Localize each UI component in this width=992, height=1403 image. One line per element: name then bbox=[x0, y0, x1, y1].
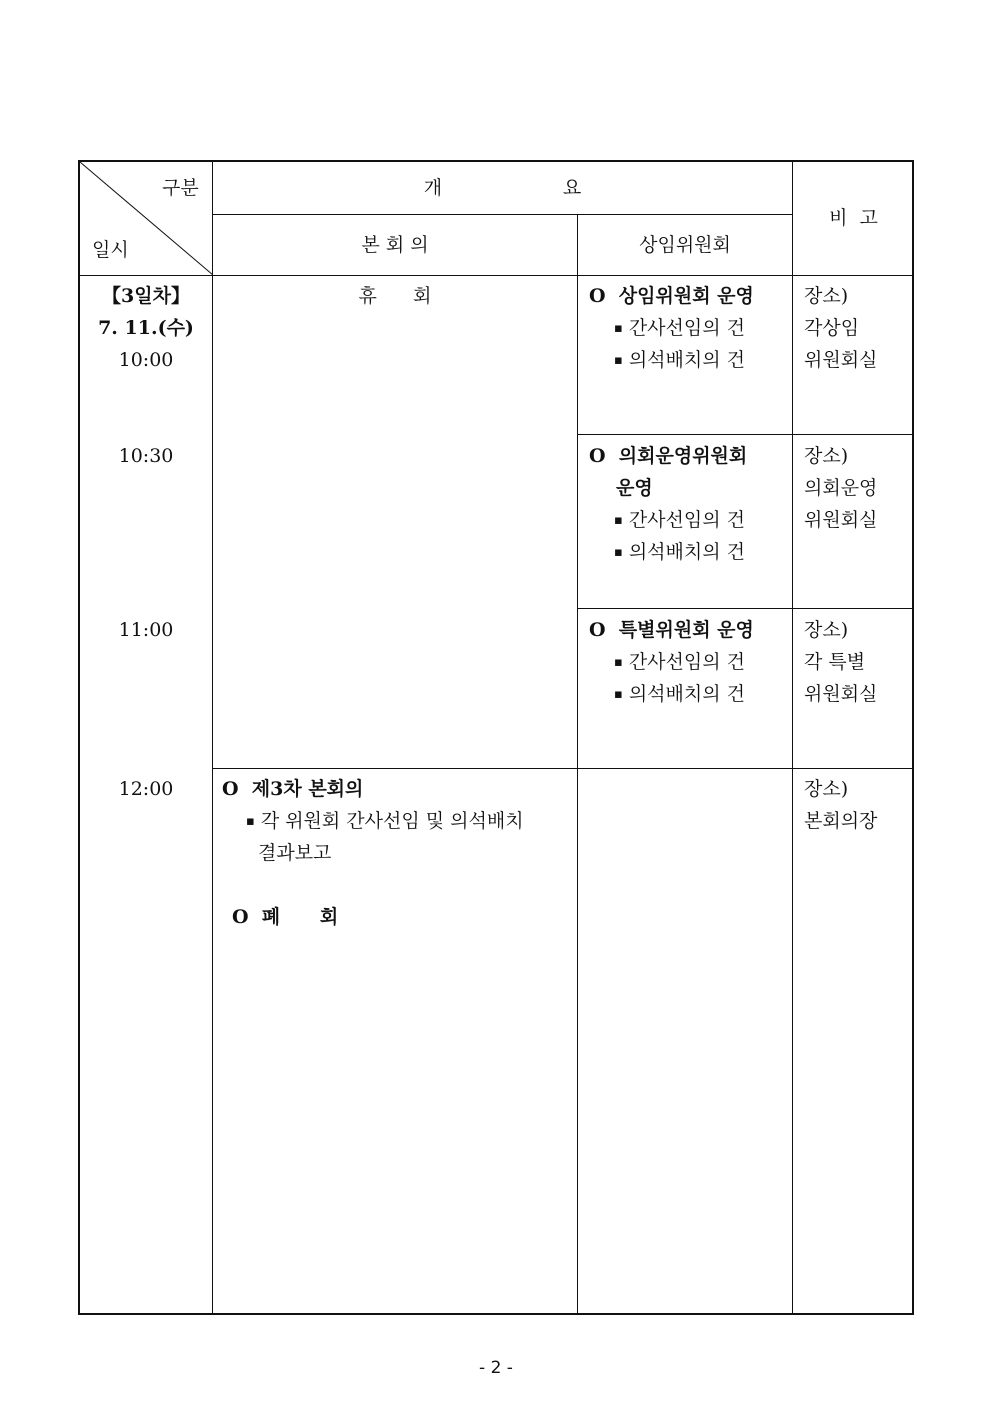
plenary-recess: 휴 회 bbox=[358, 285, 432, 307]
plenary-session-item-cont: 결과보고 bbox=[258, 842, 332, 864]
time-1000: 10:00 bbox=[118, 349, 174, 371]
plenary-session-item bbox=[246, 805, 524, 840]
standing-3-item-2-text: 의석배치의 건 bbox=[628, 683, 745, 705]
standing-3-title: O 특별위원회 운영 bbox=[589, 619, 754, 641]
header-standing: 상임위원회 bbox=[639, 234, 731, 256]
standing-2-title: O 의회운영위원회 bbox=[589, 445, 748, 467]
remark-2-line2: 의회운영 bbox=[804, 477, 878, 499]
standing-3-item-1-text: 간사선임의 건 bbox=[628, 651, 745, 673]
col-divider-plenary bbox=[577, 215, 578, 1315]
schedule-table bbox=[78, 160, 914, 1315]
remark-3-line3: 위원회실 bbox=[804, 683, 878, 705]
plenary-session-title: O 제3차 본회의 bbox=[222, 778, 364, 800]
day-label: 【3일차】 bbox=[102, 285, 190, 307]
header-category: 구분 bbox=[162, 177, 199, 199]
header-datetime: 일시 bbox=[92, 239, 129, 261]
col-divider-standing bbox=[792, 162, 793, 1315]
standing-2-item-1 bbox=[614, 504, 745, 539]
row-divider-standing-2 bbox=[578, 608, 914, 609]
time-1200: 12:00 bbox=[118, 778, 174, 800]
plenary-session-item-text: 각 위원회 간사선임 및 의석배치 bbox=[260, 810, 524, 832]
header-remarks: 비 고 bbox=[829, 207, 878, 229]
header-overview: 개 요 bbox=[423, 177, 582, 199]
standing-2-item-2 bbox=[614, 536, 745, 571]
remark-2-line3: 위원회실 bbox=[804, 509, 878, 531]
standing-2-item-2-text: 의석배치의 건 bbox=[628, 541, 745, 563]
day-date: 7. 11.(수) bbox=[98, 317, 194, 339]
row-divider-session bbox=[213, 768, 914, 769]
row-divider-header bbox=[80, 275, 914, 276]
row-divider-standing-1 bbox=[578, 434, 914, 435]
remark-1-line1: 장소) bbox=[804, 285, 849, 307]
row-divider-overview bbox=[213, 214, 793, 215]
header-plenary: 본 회 의 bbox=[361, 234, 429, 256]
time-1100: 11:00 bbox=[118, 619, 174, 641]
page-number: - 2 - bbox=[479, 1358, 513, 1378]
plenary-closing: O 폐 회 bbox=[232, 906, 339, 928]
standing-1-item-2 bbox=[614, 344, 745, 379]
standing-3-item-1 bbox=[614, 646, 745, 681]
remark-1-line2: 각상임 bbox=[804, 317, 860, 339]
remark-3-line1: 장소) bbox=[804, 619, 849, 641]
standing-1-item-1 bbox=[614, 312, 745, 347]
col-divider-datetime bbox=[212, 162, 213, 1315]
standing-3-item-2 bbox=[614, 678, 745, 713]
remark-1-line3: 위원회실 bbox=[804, 349, 878, 371]
time-1030: 10:30 bbox=[118, 445, 174, 467]
standing-1-item-2-text: 의석배치의 건 bbox=[628, 349, 745, 371]
remark-4-line1: 장소) bbox=[804, 778, 849, 800]
remark-2-line1: 장소) bbox=[804, 445, 849, 467]
remark-4-line2: 본회의장 bbox=[804, 810, 878, 832]
standing-2-title-cont: 운영 bbox=[616, 477, 653, 499]
standing-1-title: O 상임위원회 운영 bbox=[589, 285, 754, 307]
remark-3-line2: 각 특별 bbox=[804, 651, 866, 673]
standing-2-item-1-text: 간사선임의 건 bbox=[628, 509, 745, 531]
standing-1-item-1-text: 간사선임의 건 bbox=[628, 317, 745, 339]
